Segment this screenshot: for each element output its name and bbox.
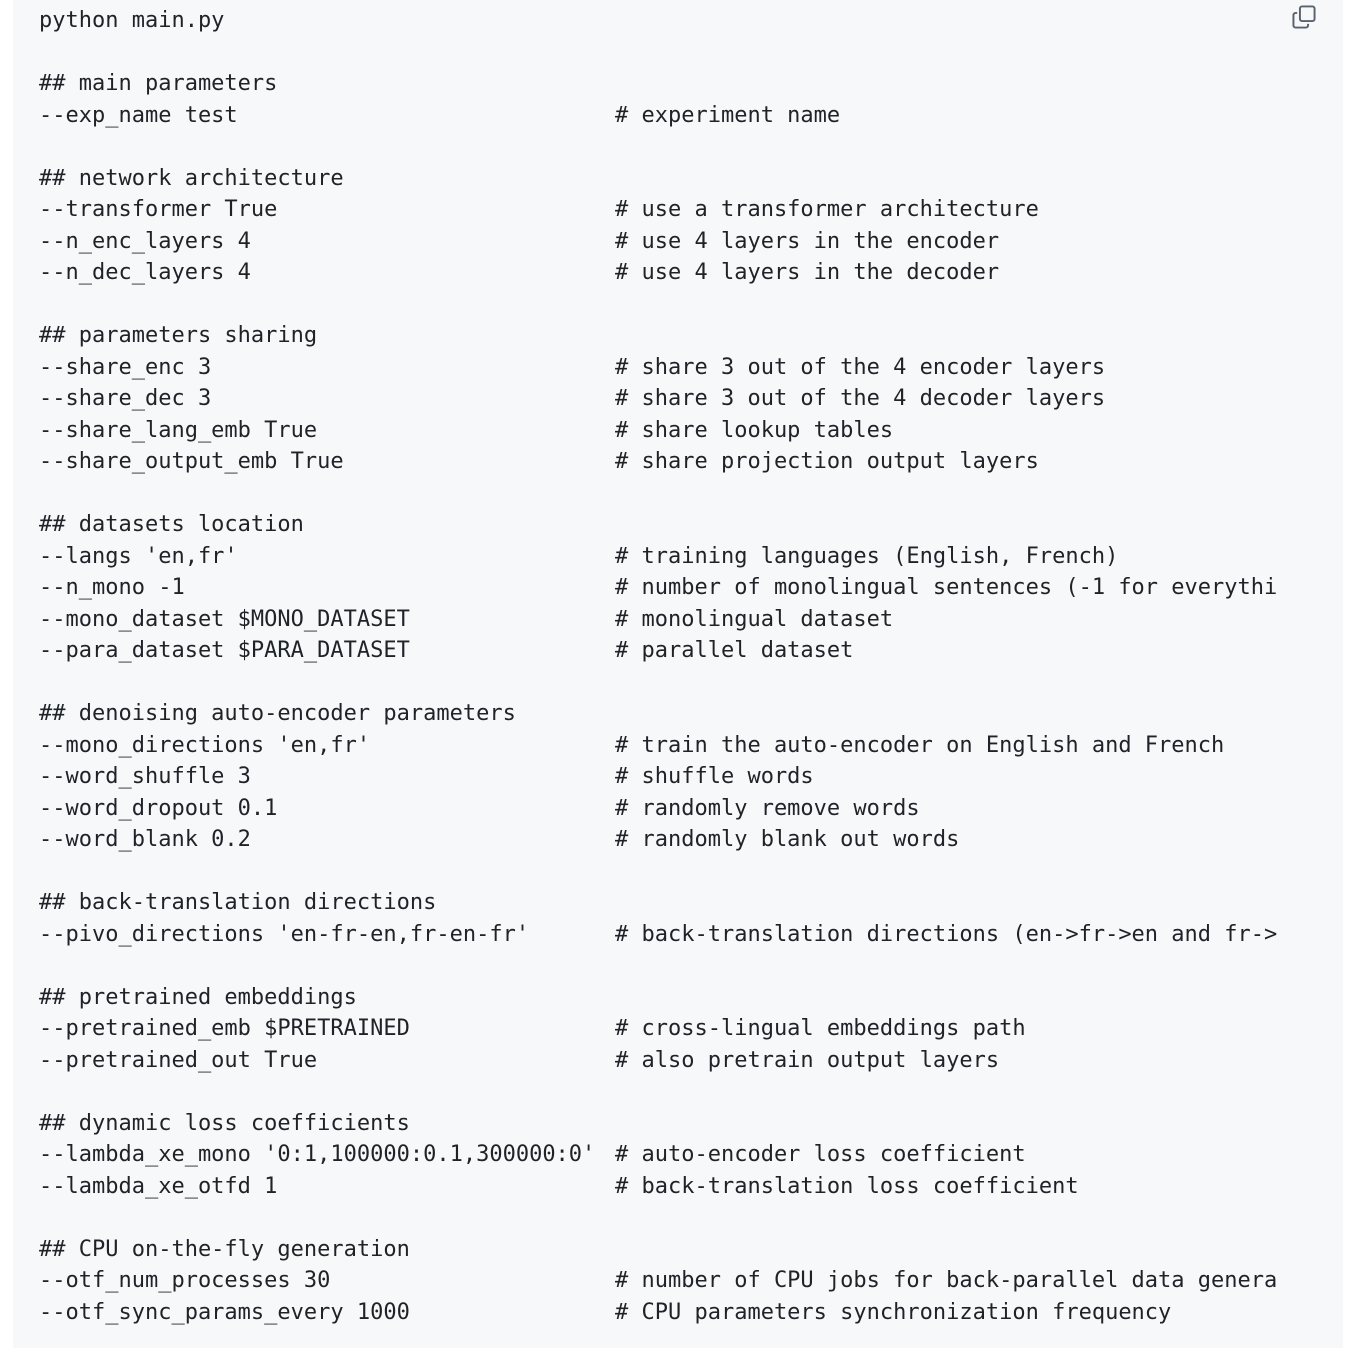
code-line — [39, 383, 1343, 415]
code-text: python main.py — [39, 8, 225, 33]
code-block — [13, 0, 1343, 1348]
code-comment: # CPU parameters synchronization frequency — [615, 1299, 1172, 1325]
code-text: --transformer True — [39, 197, 278, 222]
code-line — [39, 761, 1343, 793]
code-text: --word_blank 0.2 — [39, 827, 251, 852]
code-comment: # use a transformer architecture — [615, 197, 1039, 222]
code-text: ## dynamic loss coefficients — [39, 1110, 410, 1136]
code-text: --otf_num_processes 30 — [39, 1268, 331, 1293]
code-line — [39, 100, 1343, 132]
code-text: --pretrained_emb $PRETRAINED — [39, 1016, 410, 1041]
code-comment: # share projection output layers — [615, 449, 1039, 474]
code-line — [39, 950, 1343, 982]
copy-icon — [1291, 4, 1317, 30]
code-comment: # number of monolingual sentences (-1 for everythi — [615, 575, 1278, 600]
code-comment: # back-translation loss coefficient — [615, 1173, 1079, 1199]
code-line — [39, 982, 1343, 1014]
code-comment: # back-translation directions (en->fr->en and fr-> — [615, 921, 1278, 947]
code-line — [39, 919, 1343, 951]
code-line — [39, 1234, 1343, 1266]
code-text: --n_mono -1 — [39, 575, 185, 600]
code-text: --langs 'en,fr' — [39, 543, 238, 569]
code-text: ## network architecture — [39, 165, 344, 191]
code-text: --share_enc 3 — [39, 354, 212, 380]
code-line — [39, 1139, 1343, 1171]
code-text: --share_lang_emb True — [39, 417, 318, 443]
code-text: --para_dataset $PARA_DATASET — [39, 638, 410, 663]
code-text: ## parameters sharing — [39, 323, 318, 348]
code-line — [39, 635, 1343, 667]
code-comment: # auto-encoder loss coefficient — [615, 1142, 1026, 1167]
code-comment: # use 4 layers in the decoder — [615, 260, 1000, 285]
code-line — [39, 509, 1343, 541]
code-line — [39, 37, 1343, 69]
code-line — [39, 541, 1343, 573]
code-text: --otf_sync_params_every 1000 — [39, 1299, 410, 1325]
code-comment: # monolingual dataset — [615, 606, 894, 632]
code-line — [39, 257, 1343, 289]
code-content[interactable] — [39, 5, 1343, 1328]
code-comment: # use 4 layers in the encoder — [615, 228, 1000, 254]
code-line — [39, 604, 1343, 636]
code-text: --word_shuffle 3 — [39, 764, 251, 789]
code-line — [39, 1076, 1343, 1108]
code-line — [39, 446, 1343, 478]
code-text: ## main parameters — [39, 71, 278, 96]
code-line — [39, 1202, 1343, 1234]
code-line — [39, 698, 1343, 730]
code-text: --share_dec 3 — [39, 386, 212, 411]
code-line — [39, 1013, 1343, 1045]
code-comment: # randomly remove words — [615, 795, 920, 821]
code-line — [39, 730, 1343, 762]
code-line — [39, 415, 1343, 447]
code-text: --mono_directions 'en,fr' — [39, 732, 371, 758]
code-text: ## denoising auto-encoder parameters — [39, 701, 516, 726]
code-text: --exp_name test — [39, 102, 238, 128]
code-comment: # shuffle words — [615, 764, 814, 789]
code-line — [39, 131, 1343, 163]
code-line — [39, 793, 1343, 825]
copy-button[interactable] — [1289, 2, 1319, 32]
code-text: --pivo_directions 'en-fr-en,fr-en-fr' — [39, 921, 530, 947]
code-comment: # share lookup tables — [615, 417, 894, 443]
code-comment: # also pretrain output layers — [615, 1047, 1000, 1073]
code-line — [39, 887, 1343, 919]
code-comment: # cross-lingual embeddings path — [615, 1016, 1026, 1041]
code-line — [39, 194, 1343, 226]
code-line — [39, 478, 1343, 510]
code-line — [39, 289, 1343, 321]
code-line — [39, 1297, 1343, 1329]
code-line — [39, 68, 1343, 100]
code-comment: # training languages (English, French) — [615, 543, 1119, 569]
code-text: ## datasets location — [39, 512, 304, 537]
code-text: --share_output_emb True — [39, 449, 344, 474]
code-line — [39, 1171, 1343, 1203]
code-line — [39, 320, 1343, 352]
code-line — [39, 226, 1343, 258]
code-line — [39, 352, 1343, 384]
code-line — [39, 1108, 1343, 1140]
code-line — [39, 163, 1343, 195]
code-line — [39, 856, 1343, 888]
code-text: ## pretrained embeddings — [39, 984, 357, 1010]
code-line — [39, 1265, 1343, 1297]
code-line — [39, 1045, 1343, 1077]
code-comment: # share 3 out of the 4 decoder layers — [615, 386, 1106, 411]
code-text: --lambda_xe_mono '0:1,100000:0.1,300000:0' — [39, 1142, 596, 1167]
code-text: ## CPU on-the-fly generation — [39, 1236, 410, 1262]
code-comment: # train the auto-encoder on English and French — [615, 732, 1225, 758]
code-line — [39, 824, 1343, 856]
code-text: --mono_dataset $MONO_DATASET — [39, 606, 410, 632]
code-comment: # parallel dataset — [615, 638, 854, 663]
code-comment: # randomly blank out words — [615, 827, 960, 852]
code-line — [39, 572, 1343, 604]
code-text: --n_enc_layers 4 — [39, 228, 251, 254]
code-text: --word_dropout 0.1 — [39, 795, 278, 821]
code-text: --lambda_xe_otfd 1 — [39, 1173, 278, 1199]
code-text: --n_dec_layers 4 — [39, 260, 251, 285]
code-comment: # number of CPU jobs for back-parallel data genera — [615, 1268, 1278, 1293]
code-comment: # experiment name — [615, 102, 841, 128]
code-line — [39, 5, 1343, 37]
code-text: --pretrained_out True — [39, 1047, 318, 1073]
code-text: ## back-translation directions — [39, 890, 437, 915]
code-comment: # share 3 out of the 4 encoder layers — [615, 354, 1106, 380]
code-line — [39, 667, 1343, 699]
